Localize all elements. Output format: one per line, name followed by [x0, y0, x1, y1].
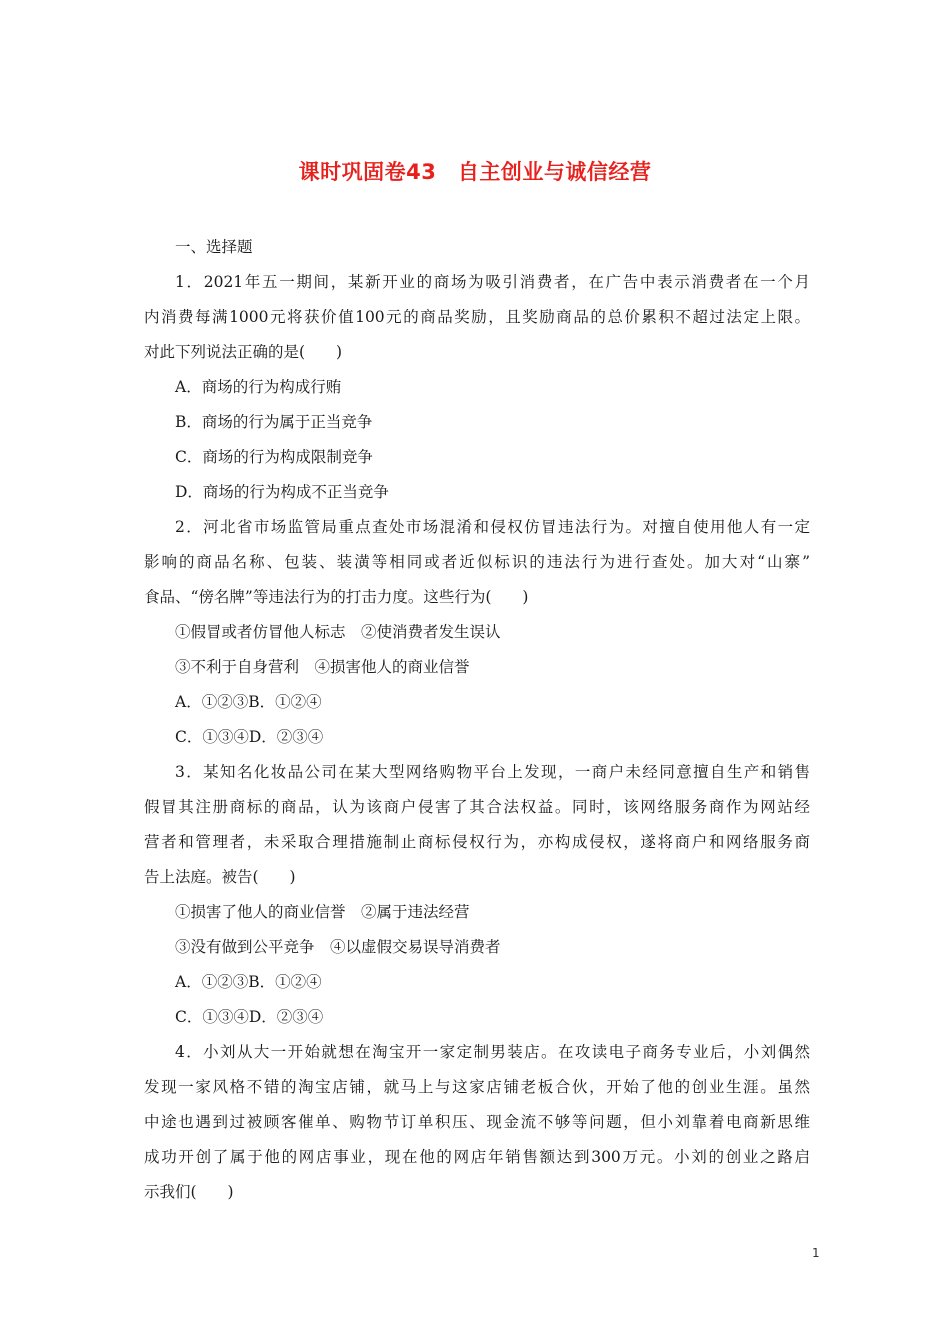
question-2: [144, 510, 810, 755]
page-number: 1: [812, 1246, 820, 1260]
question-stem-line: 中途也遇到过被顾客催单、购物节订单积压、现金流不够等问题，但小刘靠着电商新思维: [144, 1113, 810, 1131]
question-3: [144, 755, 810, 1035]
statement-items: ①损害了他人的商业信誉 ②属于违法经营: [175, 903, 470, 921]
question-stem-line: 示我们( ): [144, 1183, 234, 1201]
statement-items: ③不利于自身营利 ④损害他人的商业信誉: [175, 658, 470, 676]
question-stem-line: 4．小刘从大一开始就想在淘宝开一家定制男装店。在攻读电子商务专业后，小刘偶然: [175, 1043, 810, 1061]
answer-options-cd: C．①③④D．②③④: [175, 728, 324, 746]
statement-items: ①假冒或者仿冒他人标志 ②使消费者发生误认: [175, 623, 501, 641]
question-stem-line: 对此下列说法正确的是( ): [144, 343, 343, 361]
question-stem-line: 发现一家风格不错的淘宝店铺，就马上与这家店铺老板合伙，开始了他的创业生涯。虽然: [144, 1078, 810, 1096]
answer-option-d: D．商场的行为构成不正当竞争: [175, 483, 389, 501]
question-stem-line: 食品、“傍名牌”等违法行为的打击力度。这些行为( ): [144, 588, 529, 606]
answer-options-ab: A．①②③B．①②④: [175, 973, 322, 991]
answer-options-ab: A．①②③B．①②④: [175, 693, 322, 711]
question-stem-line: 内消费每满1000元将获价值100元的商品奖励，且奖励商品的总价累积不超过法定上限。: [144, 308, 810, 326]
question-stem-line: 2．河北省市场监管局重点查处市场混淆和侵权仿冒违法行为。对擅自使用他人有一定: [175, 518, 810, 536]
answer-option-a: A．商场的行为构成行贿: [175, 378, 342, 396]
question-stem-line: 成功开创了属于他的网店事业，现在他的网店年销售额达到300万元。小刘的创业之路启: [144, 1148, 810, 1166]
question-stem-line: 3．某知名化妆品公司在某大型网络购物平台上发现，一商户未经同意擅自生产和销售: [175, 763, 810, 781]
document-body: [144, 230, 810, 1210]
page-title: 课时巩固卷43 自主创业与诚信经营: [298, 160, 652, 184]
question-stem-line: 影响的商品名称、包装、装潢等相同或者近似标识的违法行为进行查处。加大对“山寨”: [144, 553, 810, 571]
answer-options-cd: C．①③④D．②③④: [175, 1008, 324, 1026]
question-stem-line: 告上法庭。被告( ): [144, 868, 296, 886]
question-stem-line: 假冒其注册商标的商品，认为该商户侵害了其合法权益。同时，该网络服务商作为网站经: [144, 798, 810, 816]
statement-items: ③没有做到公平竞争 ④以虚假交易误导消费者: [175, 938, 501, 956]
question-1: [144, 265, 810, 510]
question-4: [144, 1035, 810, 1210]
section-heading: 一、选择题: [175, 238, 253, 256]
answer-option-c: C．商场的行为构成限制竞争: [175, 448, 373, 466]
answer-option-b: B．商场的行为属于正当竞争: [175, 413, 373, 431]
question-stem-line: 营者和管理者，未采取合理措施制止商标侵权行为，亦构成侵权，遂将商户和网络服务商: [144, 833, 810, 851]
question-stem-line: 1．2021年五一期间，某新开业的商场为吸引消费者，在广告中表示消费者在一个月: [175, 273, 810, 291]
